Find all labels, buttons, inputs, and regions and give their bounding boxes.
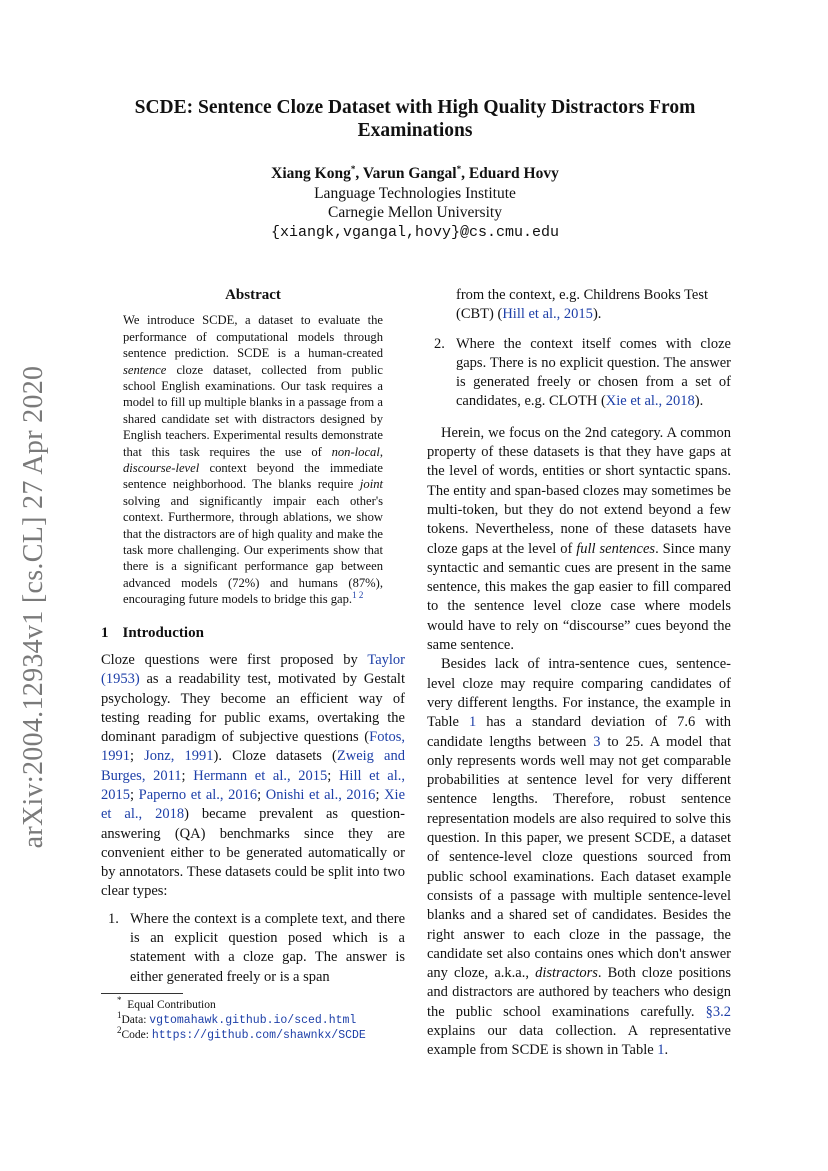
left-column (101, 286, 405, 1043)
citation-link[interactable]: Xie et al., 2018 (101, 786, 406, 823)
section-ref-link[interactable]: §3.2 (705, 1003, 731, 1020)
author-email: {xiangk,vgangal,hovy}@cs.cmu.edu (270, 223, 560, 241)
abstract-heading: Abstract (225, 287, 281, 303)
author-1-mark: * (350, 163, 356, 174)
citation-link[interactable]: Taylor (1953) (101, 651, 405, 688)
table-ref-link[interactable]: 1 (469, 714, 477, 731)
footnote-rule (101, 993, 183, 994)
right-column (427, 286, 731, 1061)
data-url-link[interactable]: vgtomahawk.github.io/sced.html (149, 1013, 357, 1027)
focus-paragraph: Herein, we focus on the 2nd category. A common property of these datasets is that they have gaps at the level of words, entities or short syntactic spans. The entity and span-based clozes may sometimes be multi-token, but they do not extend beyond a few tokens. Nevertheless, none of these datasets have cloze gaps at the level of full sentences. Since many syntactic and semantic cues are present in the same sentence, this makes the gap easier to fill compared to the sentence level cloze case where models would have to rely on “discourse” cues beyond the same sentence. (427, 424, 731, 654)
arxiv-stamp (14, 362, 54, 852)
citation-link[interactable]: Onishi et al., 2016 (265, 786, 376, 803)
list-item-text: Where the context itself comes with cloze gaps. There is no explicit question. The answer is generated freely or chosen from a set of candidates, e.g. CLOTH (Xie et al., 2018). (456, 335, 731, 410)
ref-link[interactable]: 3 (593, 733, 601, 750)
list-item-number: 1. (108, 910, 119, 927)
list-item (427, 335, 731, 412)
author-names: Xiang Kong*, Varun Gangal*, Eduard Hovy (271, 163, 559, 182)
abstract-text: We introduce SCDE, a dataset to evaluate the performance of computational models through sentence prediction. SCDE is a human-created sentence cloze dataset, collected from public school English examinations. Our task requires a model to fill up multiple blanks in a passage from a shared candidate set with distractors designed by English teachers. Experimental results demonstrate that this task requires the use of non-local, discourse-level context beyond the immediate sentence neighborhood. The blanks require joint solving and significantly impair each other's context. Furthermore, through ablations, we show that the distractors are of high quality and make the task more challenging. Our experiments show that there is a significant performance gap between advanced models (72%) and humans (87%), encouraging future models to bridge this gap.$^{1 2}$ (123, 313, 383, 607)
author-1: Xiang Kong (271, 165, 351, 182)
citation-link[interactable]: Jonz, 1991 (144, 748, 214, 765)
author-3: Eduard Hovy (468, 165, 559, 182)
paper-title: SCDE: Sentence Cloze Dataset with High Quality Distractors From Examinations (134, 97, 696, 141)
lengths-paragraph: Besides lack of intra-sentence cues, sentence-level cloze may require comparing candidates of very different lengths. For instance, the example in Table 1 has a standard deviation of 7.6 with candidate lengths between 3 to 25. A model that only represents words well may not get comparable probabilities at sentence level for very different sentence lengths. Therefore, robust sentence representation models are also required to solve this question. In this paper, we present SCDE, a dataset of sentence-level cloze questions sourced from public school examinations. Each dataset example consists of a passage with multiple sentence-level blanks and a shared set of candidates. Besides the right answer to each cloze in the passage, the candidate set also contains ones which don't answer any cloze, a.k.a., distractors. Both cloze positions and distractors are authored by teachers who design the public school examinations carefully. §3.2 explains our data collection. A representative example from SCDE is shown in Table 1. (427, 656, 732, 1059)
citation-link[interactable]: Hermann et al., 2015 (193, 767, 328, 784)
list-item (101, 910, 405, 987)
section-title: Introduction (122, 624, 204, 641)
affiliation-institute: Language Technologies Institute (314, 184, 516, 202)
list-item-number: 2. (434, 335, 445, 352)
author-block (100, 164, 730, 242)
citation-link[interactable]: Paperno et al., 2016 (138, 786, 258, 803)
intro-paragraph: Cloze questions were first proposed by Taylor (1953) as a readability test, motivated by Gestalt psychology. They become an efficient way of testing reading for public exams, overtaking the dominant paradigm of subjective questions (Fotos, 1991; Jonz, 1991). Cloze datasets (Zweig and Burges, 2011; Hermann et al., 2015; Hill et al., 2015; Paperno et al., 2016; Onishi et al., 2016; Xie et al., 2018) became prevalent as question-answering (QA) benchmarks since they are convenient either to be generated automatically or by annotators. These datasets could be split into two clear types: (101, 651, 406, 900)
citation-link[interactable]: Hill et al., 2015 (101, 767, 405, 803)
citation-link[interactable]: Zweig and Burges, 2011 (101, 748, 405, 784)
section-number: 1 (101, 624, 109, 641)
type-list (101, 910, 405, 987)
author-2-mark: * (456, 163, 462, 174)
citation-link[interactable]: Hill et al., 2015 (502, 306, 593, 323)
list-item-text: Where the context is a complete text, and there is an explicit question posed which is a statement with a cloze gap. The answer is either generated freely or is a span (130, 910, 405, 985)
footnote-code: $^2$Code: https://github.com/shawnkx/SCDE (117, 1025, 366, 1042)
author-2: Varun Gangal (362, 165, 457, 182)
section-heading-introduction (101, 624, 405, 643)
arxiv-stamp-text: arXiv:2004.12934v1 [cs.CL] 27 Apr 2020 (18, 365, 49, 849)
affiliation-university: Carnegie Mellon University (328, 204, 502, 221)
footnote-equal-contribution: * Equal Contribution (117, 995, 216, 1011)
code-url-link[interactable]: https://github.com/shawnkx/SCDE (151, 1028, 366, 1042)
footnote-data: $^1$Data: vgtomahawk.github.io/sced.html (117, 1010, 357, 1027)
citation-link[interactable]: Fotos, 1991 (101, 729, 405, 765)
citation-link[interactable]: Xie et al., 2018 (605, 393, 695, 410)
list-item-1-continued: from the context, e.g. Childrens Books Test (CBT) (Hill et al., 2015). (456, 287, 709, 323)
table-ref-link[interactable]: 1 (657, 1042, 665, 1059)
type-list-continued (427, 335, 731, 412)
abstract-footnote-refs[interactable]: 1 2 (352, 590, 364, 601)
